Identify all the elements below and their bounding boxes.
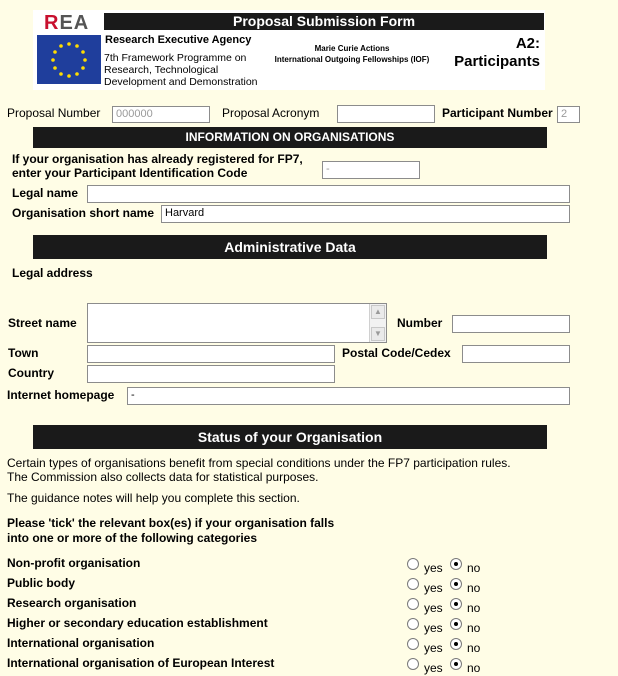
proposal-acronym-field[interactable] bbox=[337, 105, 435, 123]
radio-yes-label: yes bbox=[424, 641, 443, 655]
street-scrollbar[interactable] bbox=[369, 304, 386, 342]
radio-yes-label: yes bbox=[424, 601, 443, 615]
radio-yes-label: yes bbox=[424, 621, 443, 635]
proposal-number-label: Proposal Number bbox=[7, 106, 101, 120]
radio-no[interactable] bbox=[450, 638, 462, 650]
pic-label-line-2: enter your Participant Identification Code bbox=[12, 166, 248, 180]
radio-no-label: no bbox=[467, 561, 481, 575]
radio-no-label: no bbox=[467, 641, 481, 655]
category-label: International organisation of European Interest bbox=[7, 656, 275, 670]
number-field[interactable] bbox=[452, 315, 570, 333]
scroll-up-icon[interactable]: ▲ bbox=[371, 305, 385, 319]
radio-no[interactable] bbox=[450, 658, 462, 670]
pic-label bbox=[12, 152, 303, 180]
legal-name-field[interactable] bbox=[87, 185, 570, 203]
form-title: Proposal Submission Form bbox=[104, 13, 544, 30]
radio-no-label: no bbox=[467, 581, 481, 595]
postal-code-field[interactable] bbox=[462, 345, 570, 363]
street-name-label: Street name bbox=[8, 316, 77, 330]
status-intro-line-1: Certain types of organisations benefit from special conditions under the FP7 participation rules. bbox=[7, 456, 511, 470]
status-intro-line-2: The Commission also collects data for statistical purposes. bbox=[7, 470, 319, 484]
category-row bbox=[0, 556, 618, 576]
radio-yes[interactable] bbox=[407, 618, 419, 630]
radio-yes-label: yes bbox=[424, 661, 443, 675]
programme-description bbox=[104, 52, 264, 88]
radio-yes[interactable] bbox=[407, 638, 419, 650]
radio-no[interactable] bbox=[450, 558, 462, 570]
number-label: Number bbox=[397, 316, 443, 330]
proposal-number-field[interactable]: 000000 bbox=[112, 106, 210, 123]
short-name-label: Organisation short name bbox=[12, 206, 155, 220]
status-intro bbox=[7, 456, 511, 484]
radio-yes[interactable] bbox=[407, 658, 419, 670]
proposal-acronym-label: Proposal Acronym bbox=[222, 106, 320, 120]
fp7-line-2: Research, Technological bbox=[104, 64, 219, 76]
category-row bbox=[0, 636, 618, 656]
radio-no-label: no bbox=[467, 621, 481, 635]
programme-name bbox=[268, 43, 436, 65]
radio-no[interactable] bbox=[450, 618, 462, 630]
category-row bbox=[0, 656, 618, 676]
eu-flag-icon bbox=[37, 35, 101, 84]
scroll-down-icon[interactable]: ▼ bbox=[371, 327, 385, 341]
participant-number-label: Participant Number bbox=[442, 106, 553, 120]
country-field[interactable] bbox=[87, 365, 335, 383]
section-information-organisations: INFORMATION ON ORGANISATIONS bbox=[33, 127, 547, 148]
part-code: A2: bbox=[515, 35, 540, 52]
pic-label-line-1: If your organisation has already registered for FP7, bbox=[12, 152, 303, 166]
legal-name-label: Legal name bbox=[12, 186, 79, 200]
postal-code-label: Postal Code/Cedex bbox=[342, 346, 451, 360]
street-name-field[interactable] bbox=[87, 303, 387, 343]
category-label: International organisation bbox=[7, 636, 155, 650]
category-row bbox=[0, 596, 618, 616]
radio-no-label: no bbox=[467, 661, 481, 675]
homepage-label: Internet homepage bbox=[7, 388, 115, 402]
pic-field[interactable]: - bbox=[322, 161, 420, 179]
rea-logo: REA bbox=[44, 12, 90, 34]
town-label: Town bbox=[8, 346, 39, 360]
radio-yes[interactable] bbox=[407, 558, 419, 570]
form-part bbox=[452, 35, 540, 71]
radio-no[interactable] bbox=[450, 578, 462, 590]
section-administrative-data: Administrative Data bbox=[33, 235, 547, 259]
fp7-line-3: Development and Demonstration bbox=[104, 76, 258, 88]
part-name: Participants bbox=[454, 53, 540, 70]
country-label: Country bbox=[8, 366, 54, 380]
category-row bbox=[0, 576, 618, 596]
radio-no-label: no bbox=[467, 601, 481, 615]
tick-line-2: into one or more of the following categories bbox=[7, 531, 258, 545]
radio-yes[interactable] bbox=[407, 578, 419, 590]
radio-yes-label: yes bbox=[424, 561, 443, 575]
participant-number-field[interactable]: 2 bbox=[557, 106, 580, 123]
radio-yes[interactable] bbox=[407, 598, 419, 610]
category-row bbox=[0, 616, 618, 636]
homepage-field[interactable]: - bbox=[127, 387, 570, 405]
fp7-line-1: 7th Framework Programme on bbox=[104, 52, 247, 64]
guidance-text: The guidance notes will help you complete this section. bbox=[7, 491, 300, 505]
radio-no[interactable] bbox=[450, 598, 462, 610]
short-name-field[interactable]: Harvard bbox=[161, 205, 570, 223]
program-line-1: Marie Curie Actions bbox=[314, 44, 390, 53]
category-label: Public body bbox=[7, 576, 76, 590]
category-label: Non-profit organisation bbox=[7, 556, 141, 570]
tick-instruction bbox=[7, 516, 334, 546]
section-status-organisation: Status of your Organisation bbox=[33, 425, 547, 449]
agency-name: Research Executive Agency bbox=[105, 34, 252, 46]
legal-address-label: Legal address bbox=[12, 266, 93, 280]
category-label: Research organisation bbox=[7, 596, 137, 610]
radio-yes-label: yes bbox=[424, 581, 443, 595]
program-line-2: International Outgoing Fellowships (IOF) bbox=[274, 55, 430, 64]
town-field[interactable] bbox=[87, 345, 335, 363]
category-label: Higher or secondary education establishment bbox=[7, 616, 268, 630]
tick-line-1: Please 'tick' the relevant box(es) if your organisation falls bbox=[7, 516, 335, 530]
